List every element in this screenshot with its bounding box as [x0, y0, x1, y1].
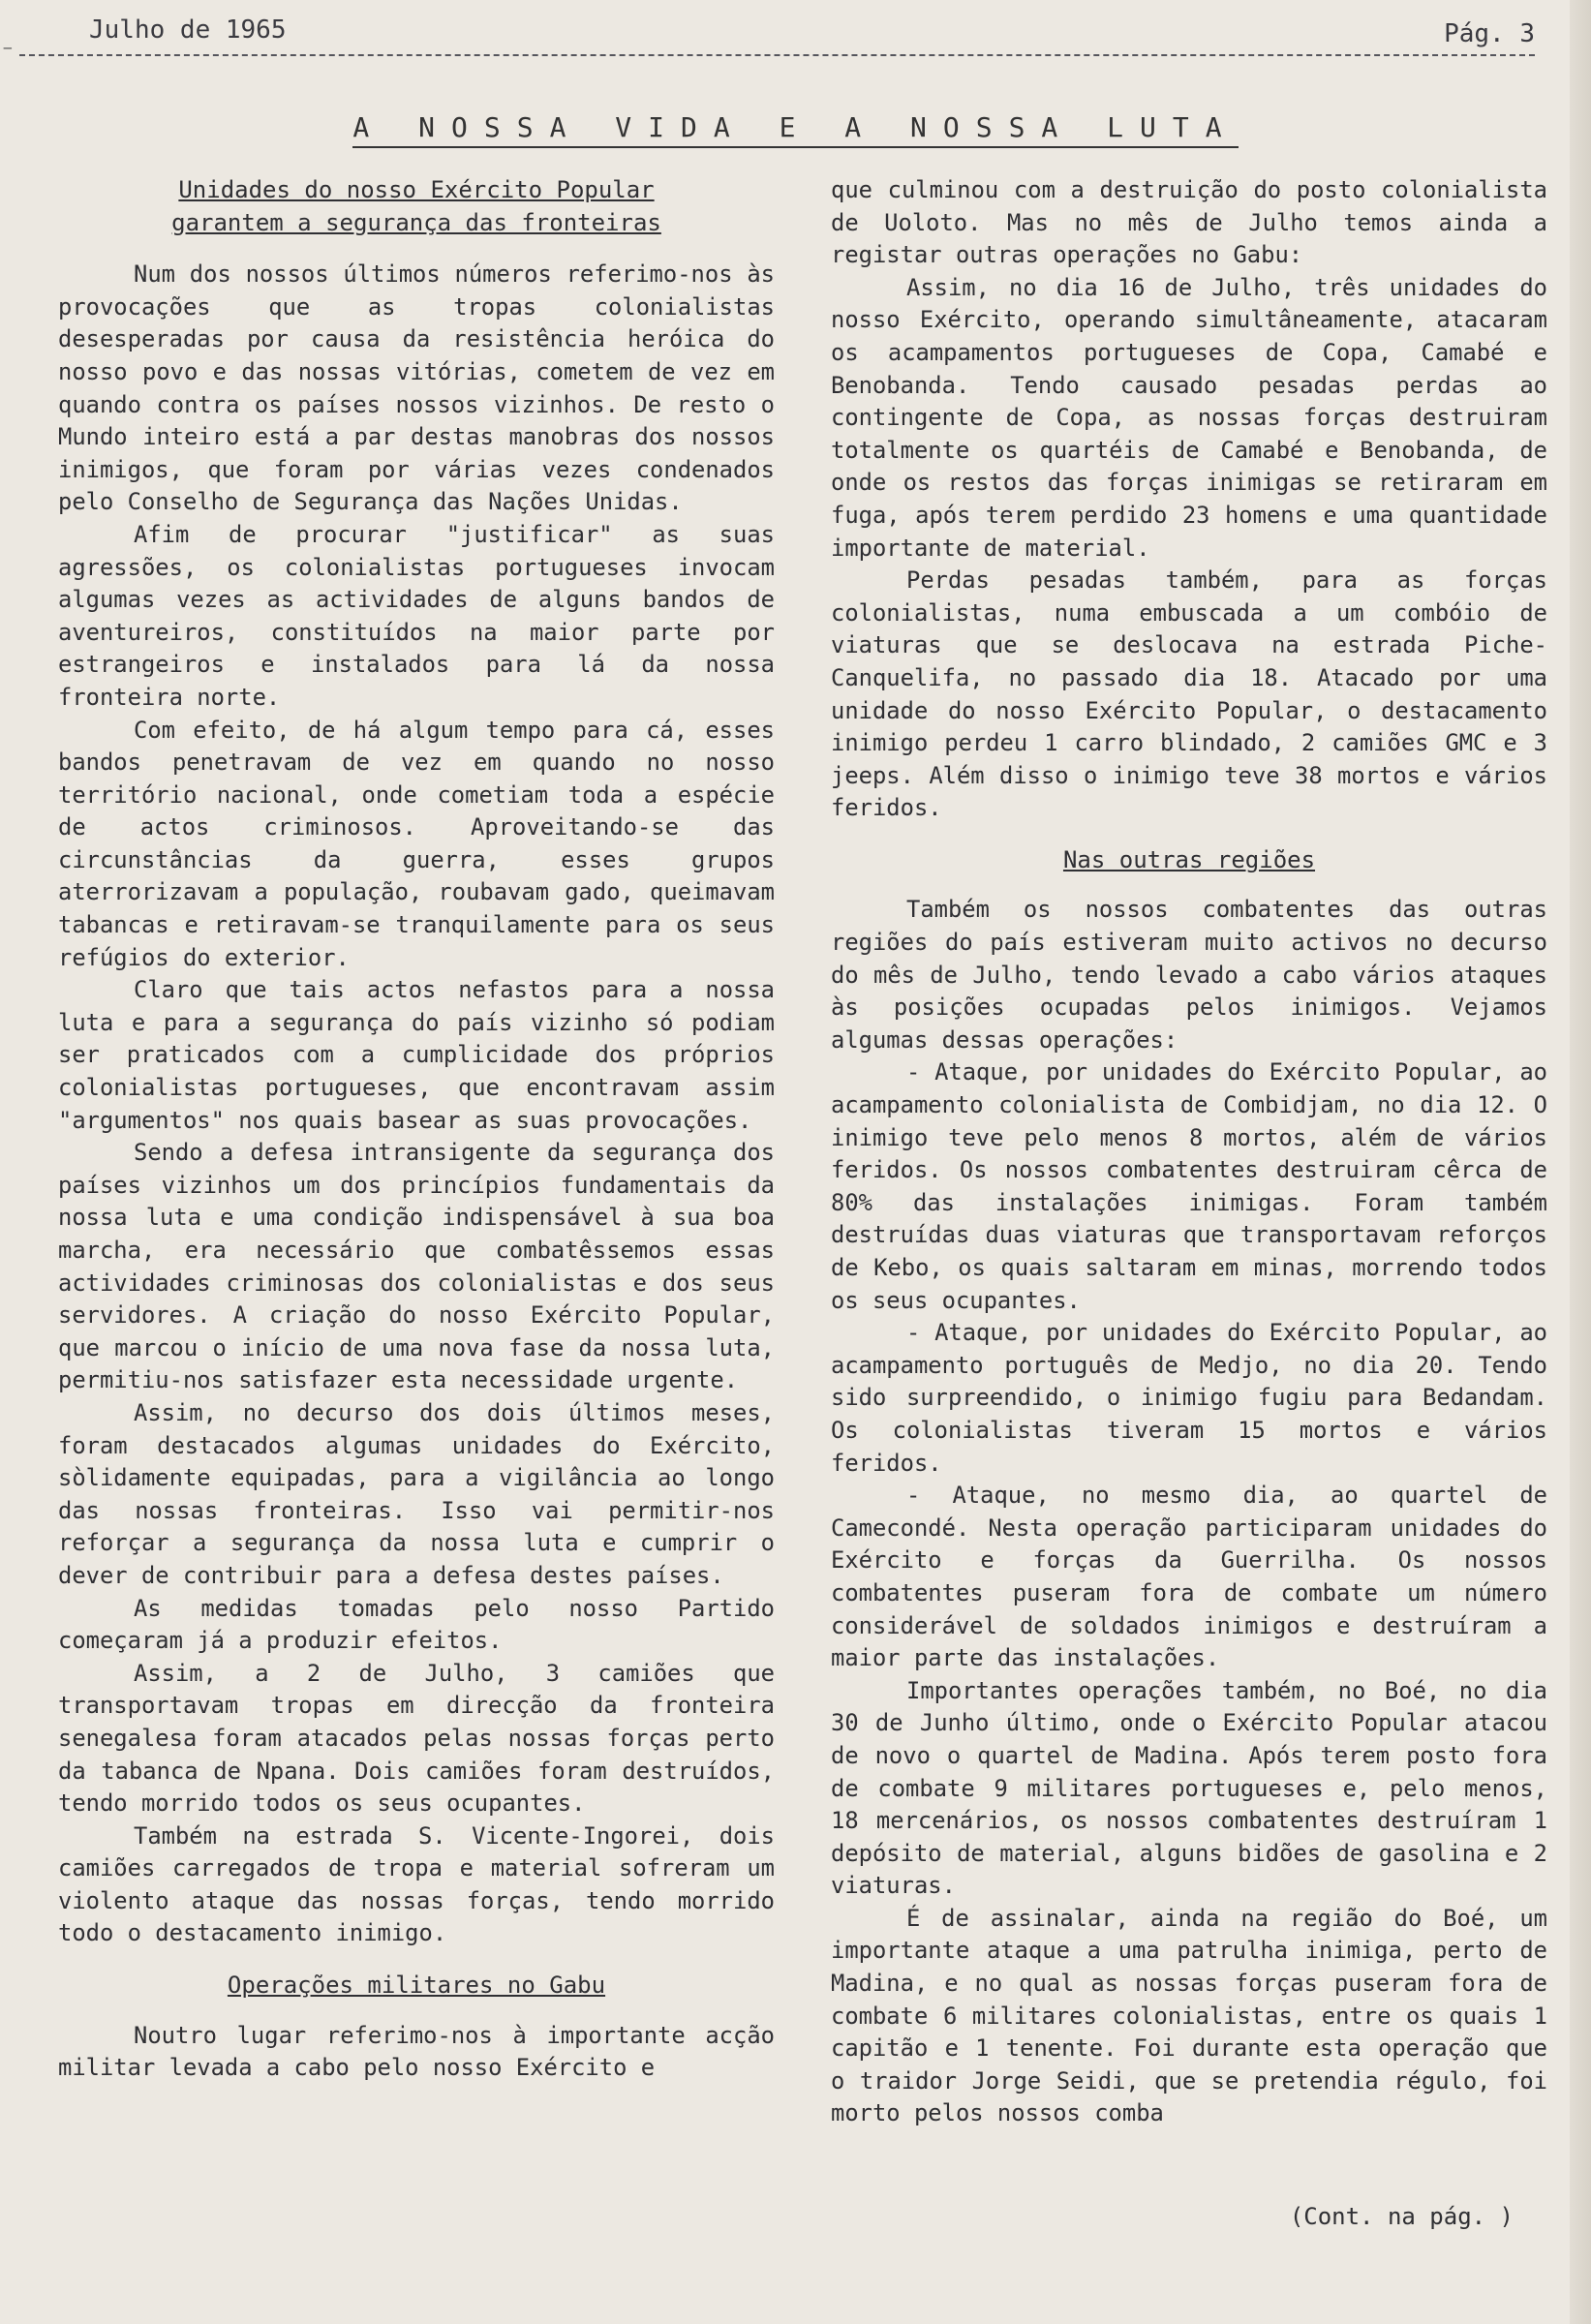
paragraph: Perdas pesadas também, para as forças colonialistas, numa embuscada a um combóio de viaturas que se deslocava na estrada Piche-Canquelifa, no passado dia 18. Atacado por uma unidade do nosso Exército Popular, o destacamento inimigo perdeu 1 carro blindado, 2 camiões GMC e 3 jeeps. Além disso o inimigo teve 38 mortos e vários feridos.: [831, 566, 1547, 822]
article-heading-line: Unidades do nosso Exército Popular: [178, 176, 655, 203]
left-column: [58, 174, 775, 2085]
right-column: [831, 174, 1547, 2130]
paragraph: Noutro lugar referimo-nos à importante acção militar levada a cabo pelo nosso Exército e: [58, 2021, 775, 2082]
page-number: Pág. 3: [1444, 19, 1535, 48]
paragraph: As medidas tomadas pelo nosso Partido começaram já a produzir efeitos.: [58, 1594, 775, 1655]
article-heading-line: garantem a segurança das fronteiras: [171, 208, 661, 236]
paragraph: Com efeito, de há algum tempo para cá, esses bandos penetravam de vez em quando no nosso território nacional, onde cometiam toda a espécie de actos criminosos. Aproveitando-se das circunstâncias da guerra, esses grupos aterrorizavam a população, roubavam gado, queimavam tabancas e retiravam-se tranquilamente para os seus refúgios do exterior.: [58, 716, 775, 971]
paragraph: Também na estrada S. Vicente-Ingorei, dois camiões carregados de tropa e material sofreram um violento ataque das nossas forças, tendo morrido todo o destacamento inimigo.: [58, 1821, 775, 1947]
section-heading: Operações militares no Gabu: [227, 1972, 606, 2000]
continuation-note: (Cont. na pág. ): [1289, 2203, 1514, 2230]
paragraph: Num dos nossos últimos números referimo-nos às provocações que as tropas colonialistas desesperadas por causa da resistência heróica do nosso povo e das nossas vitórias, cometem de vez em quando contra os países nossos vizinhos. De resto o Mundo inteiro está a par destas manobras dos nossos inimigos, que foram por várias vezes condenados pelo Conselho de Segurança das Nações Unidas.: [58, 260, 775, 516]
page-edge: [1570, 0, 1591, 2324]
paragraph: Assim, a 2 de Julho, 3 camiões que transportavam tropas em direcção da fronteira senegalesa foram atacados pelas nossas forças perto da tabanca de Npana. Dois camiões foram destruídos, tendo morrido todos os seus ocupantes.: [58, 1659, 775, 1818]
paragraph: - Ataque, por unidades do Exército Popular, ao acampamento português de Medjo, no dia 20. Tendo sido surpreendido, o inimigo fugiu para Bedandam. Os colonialistas tiveram 15 mortos e vários feridos.: [831, 1319, 1547, 1477]
paragraph: É de assinalar, ainda na região do Boé, um importante ataque a uma patrulha inimiga, perto de Madina, e no qual as nossas forças puseram fora de combate 6 militares colonialistas, entre os quais 1 capitão e 1 tenente. Foi durante esta operação que o traidor Jorge Seidi, que se pretendia régulo, foi morto pelos nossos comba: [831, 1904, 1547, 2127]
paragraph: - Ataque, no mesmo dia, ao quartel de Camecondé. Nesta operação participaram unidades do Exército e forças da Guerrilha. Os nossos combatentes puseram fora de combate um número considerável de soldados inimigos e destruíram a maior parte das instalações.: [831, 1482, 1547, 1672]
masthead: [0, 111, 1591, 143]
paragraph: Afim de procurar "justificar" as suas agressões, os colonialistas portugueses invocam algumas vezes as actividades de alguns bandos de aventureiros, constituídos na maior parte por estrangeiros e instalados para lá da nossa fronteira norte.: [58, 520, 775, 711]
paragraph: que culminou com a destruição do posto colonialista de Uoloto. Mas no mês de Julho temos ainda a registar outras operações no Gabu:: [831, 176, 1547, 269]
issue-date: Julho de 1965: [89, 15, 287, 45]
header-divider: [19, 54, 1535, 56]
section-heading: Nas outras regiões: [1062, 845, 1316, 873]
paragraph: Sendo a defesa intransigente da segurança dos países vizinhos um dos princípios fundamentais da nossa luta e uma condição indispensável à sua boa marcha, era necessário que combatêssemos essas actividades criminosas dos colonialistas e dos seus servidores. A criação do nosso Exército Popular, que marcou o início de uma nova fase da nossa luta, permitiu-nos satisfazer esta necessidade urgente.: [58, 1139, 775, 1394]
paragraph: - Ataque, por unidades do Exército Popular, ao acampamento colonialista de Combidjam, no dia 12. O inimigo teve pelo menos 8 mortos, além de vários feridos. Os nossos combatentes destruiram cêrca de 80% das instalações inimigas. Foram também destruídas duas viaturas que transportavam reforços de Kebo, os quais saltaram em minas, morrendo todos os seus ocupantes.: [831, 1058, 1547, 1314]
paragraph: Claro que tais actos nefastos para a nossa luta e para a segurança do país vizinho só podiam ser praticados com a cumplicidade dos próprios colonialistas portugueses, que encontravam assim "argumentos" nos quais basear as suas provocações.: [58, 976, 775, 1134]
paragraph: Assim, no dia 16 de Julho, três unidades do nosso Exército, operando simultâneamente, atacaram os acampamentos portugueses de Copa, Camabé e Benobanda. Tendo causado pesadas perdas ao contingente de Copa, as nossas forças destruiram totalmente os quartéis de Camabé e Benobanda, de onde os restos das forças inimigas se retiraram em fuga, após terem perdido 23 homens e uma quantidade importante de material.: [831, 273, 1547, 562]
paragraph: Também os nossos combatentes das outras regiões do país estiveram muito activos no decurso do mês de Julho, tendo levado a cabo vários ataques às posições ocupadas pelos inimigos. Vejamos algumas dessas operações:: [831, 896, 1547, 1054]
margin-mark: ⁻: [0, 39, 15, 68]
paragraph: Importantes operações também, no Boé, no dia 30 de Junho último, onde o Exército Popular atacou de novo o quartel de Madina. Após terem posto fora de combate 9 militares portugueses e, pelo menos, 18 mercenários, os nossos combatentes destruíram 1 depósito de material, alguns bidões de gasolina e 2 viaturas.: [831, 1676, 1547, 1900]
paragraph: Assim, no decurso dos dois últimos meses, foram destacados algumas unidades do Exército, sòlidamente equipadas, para a vigilância ao longo das nossas fronteiras. Isso vai permitir-nos reforçar a segurança da nossa luta e cumprir o dever de contribuir para a defesa destes países.: [58, 1398, 775, 1589]
masthead-title: A NOSSA VIDA E A NOSSA LUTA: [352, 111, 1238, 148]
